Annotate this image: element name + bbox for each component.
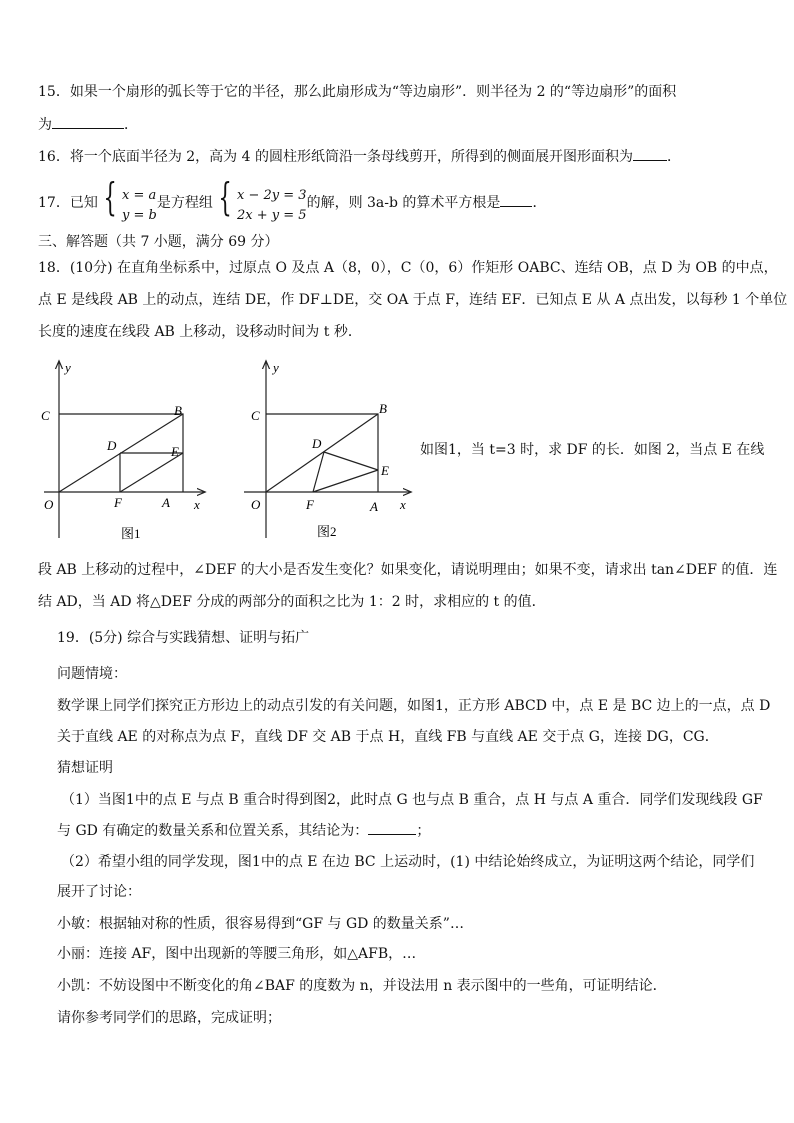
fig1-label-B: B bbox=[174, 403, 182, 418]
fig2-caption: 图2 bbox=[317, 524, 337, 539]
q15-line1: 15．如果一个扇形的弧长等于它的半径，那么此扇形成为“等边扇形”．则半径为 2 的“等边扇形”的面积 bbox=[38, 84, 677, 100]
q19-problem-heading: 问题情境： bbox=[57, 666, 127, 682]
q19-title: 19．(5分) 综合与实践猜想、证明与拓广 bbox=[57, 630, 310, 646]
q19-g1: （1）当图1中的点 E 与点 B 重合时得到图2，此时点 G 也与点 B 重合，点 H 与点 A 重合．同学们发现线段 GF bbox=[61, 792, 763, 808]
q17-system1 bbox=[98, 175, 157, 228]
q15-prefix: 为 bbox=[38, 117, 52, 133]
q15-suffix: ． bbox=[124, 117, 138, 133]
q17-sys2-eq2: 2x + y = 5 bbox=[237, 208, 307, 223]
q19-g2-suffix: ； bbox=[416, 823, 431, 839]
fig2-label-C: C bbox=[251, 408, 260, 423]
q19-g2-prefix: 与 GD 有确定的数量关系和位置关系，其结论为： bbox=[57, 823, 369, 839]
fig1-label-E: E bbox=[171, 444, 179, 459]
q19-g2 bbox=[57, 820, 430, 841]
fig2-segment-OB bbox=[266, 414, 378, 492]
section-heading: 三、解答题（共 7 小题，满分 69 分） bbox=[38, 234, 279, 250]
fig1-label-O: O bbox=[44, 497, 54, 512]
fig1-label-x: x bbox=[194, 497, 200, 512]
fig1-label-F: F bbox=[114, 495, 122, 510]
fig2-label-O: O bbox=[251, 497, 261, 512]
fig2-label-x: x bbox=[400, 497, 406, 512]
q18-line4: 段 AB 上移动的过程中，∠DEF 的大小是否发生变化？如果变化，请说明理由；如果不变，请求出 tan∠DEF 的值．连 bbox=[38, 562, 778, 578]
q18-line5: 结 AD，当 AD 将△DEF 分成的两部分的面积之比为 1：2 时，求相应的 t 的值． bbox=[38, 594, 546, 610]
q19-xiaokai: 小凯：不妨设图中不断变化的角∠BAF 的度数为 n，并设法用 n 表示图中的一些角，可证明结论． bbox=[57, 978, 667, 994]
q17-sys1-eq2: y = b bbox=[122, 208, 157, 223]
q16-text: 16．将一个底面半径为 2，高为 4 的圆柱形纸筒沿一条母线剪开，所得到的侧面展开图形面积为 bbox=[38, 149, 633, 165]
fig2-segment-DE bbox=[324, 452, 378, 470]
fig2-label-A: A bbox=[370, 499, 378, 514]
fig2-segment-EF bbox=[313, 470, 378, 492]
fig2-label-D: D bbox=[312, 436, 322, 451]
q17-answer-blank[interactable] bbox=[500, 192, 532, 207]
q17-end: ． bbox=[532, 195, 547, 211]
q17-suffix: 的解，则 3a-b 的算术平方根是 bbox=[306, 195, 501, 211]
q17-brace1: { bbox=[103, 175, 117, 219]
fig2-label-y: y bbox=[273, 360, 279, 375]
fig2-label-E: E bbox=[381, 463, 389, 478]
q18-side-text: 如图1，当 t=3 时，求 DF 的长．如图 2，当点 E 在线 bbox=[420, 442, 765, 458]
q18-line3: 长度的速度在线段 AB 上移动，设移动时间为 t 秒． bbox=[38, 324, 362, 340]
q19-g4: 展开了讨论： bbox=[57, 884, 141, 900]
q18-figure1 bbox=[34, 358, 214, 548]
q19-p1: 数学课上同学们探究正方形边上的动点引发的有关问题，如图1，正方形 ABCD 中，点 E 是 BC 边上的一点，点 D bbox=[57, 698, 771, 714]
fig1-label-D: D bbox=[107, 438, 117, 453]
q17-sys2-eq1: x − 2y = 3 bbox=[237, 188, 307, 203]
q19-guess-heading: 猜想证明 bbox=[57, 760, 113, 776]
q17-mid: 是方程组 bbox=[156, 195, 213, 211]
fig1-caption: 图1 bbox=[121, 526, 141, 541]
q17-prefix: 17．已知 bbox=[38, 195, 98, 211]
q19-p2: 关于直线 AE 的对称点为点 F，直线 DF 交 AB 于点 H，直线 FB 与直线 AE 交于点 G，连接 DG，CG． bbox=[57, 729, 719, 745]
fig1-label-A: A bbox=[162, 495, 170, 510]
q19-ask: 请你参考同学们的思路，完成证明； bbox=[57, 1010, 281, 1026]
q15-line2 bbox=[38, 114, 138, 135]
q15-answer-blank[interactable] bbox=[52, 114, 124, 129]
q17-sys1-eq1: x = a bbox=[122, 188, 157, 203]
q18-line2: 点 E 是线段 AB 上的动点，连结 DE，作 DF⊥DE，交 OA 于点 F，连结 EF．已知点 E 从 A 点出发，以每秒 1 个单位 bbox=[38, 292, 788, 308]
q19-xiaomin: 小敏：根据轴对称的性质，很容易得到“GF 与 GD 的数量关系”… bbox=[57, 916, 464, 932]
q17-system2 bbox=[213, 175, 307, 228]
q18-figure2 bbox=[240, 358, 420, 548]
q19-answer-blank[interactable] bbox=[368, 820, 416, 835]
q17-line bbox=[38, 175, 547, 223]
q16-suffix: ． bbox=[666, 149, 681, 165]
fig2-label-B: B bbox=[379, 401, 387, 416]
fig1-label-C: C bbox=[41, 408, 50, 423]
q16-line bbox=[38, 146, 681, 167]
q19-xiaoli: 小丽：连接 AF，图中出现新的等腰三角形，如△AFB，… bbox=[57, 946, 417, 962]
q19-g3: （2）希望小组的同学发现，图1中的点 E 在边 BC 上运动时，(1) 中结论始终成立，为证明这两个结论，同学们 bbox=[61, 854, 755, 870]
q16-answer-blank[interactable] bbox=[633, 146, 667, 161]
fig2-label-F: F bbox=[306, 497, 314, 512]
q18-line1: 18．(10分) 在直角坐标系中，过原点 O 及点 A（8，0），C（0，6）作矩形 OABC、连结 OB，点 D 为 OB 的中点， bbox=[38, 260, 778, 276]
q17-brace2: { bbox=[218, 175, 232, 219]
fig1-label-y: y bbox=[65, 360, 71, 375]
